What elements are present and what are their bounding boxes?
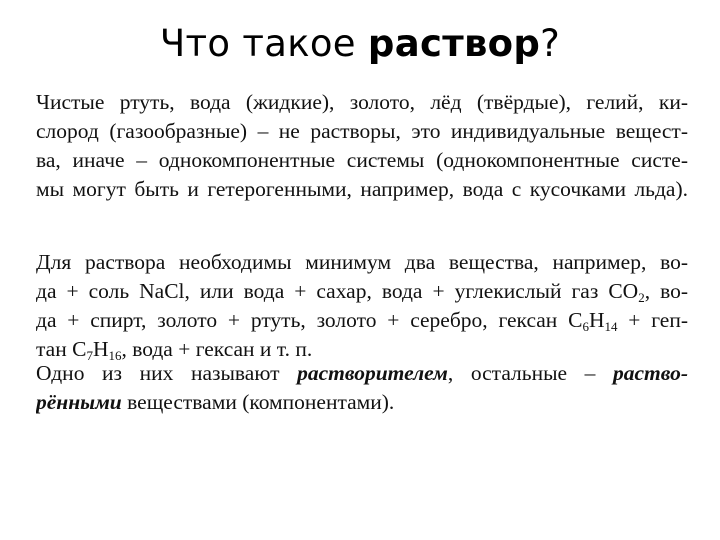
slide-title [0, 22, 720, 65]
text-line: рёнными веществами (компонентами). [36, 390, 395, 414]
title-emphasis: раствор [367, 22, 541, 65]
title-prefix: Что такое [159, 22, 368, 65]
text-line: тан $C_7H_{16}$, вода + гексан и т. п. [36, 337, 313, 363]
text-line: Чистые ртуть, вода (жидкие), золото, лёд (твёрдые), гелий, ки- [36, 90, 688, 114]
paragraph-solvent-definition [36, 359, 688, 417]
paragraph-solution-examples [36, 248, 688, 364]
term-solute-part2: рёнными [36, 390, 122, 414]
text-line: Для раствора необходимы минимум два вещества, например, во- [36, 250, 688, 274]
text-line: слород (газообразные) – не растворы, это индивидуальные вещест- [36, 119, 688, 143]
text-line: да + спирт, золото + ртуть, золото + серебро, гексан $C_6H_{14} + геп-$ [36, 308, 688, 334]
text-line: мы могут быть и гетерогенными, например, вода с кусочками льда). [36, 177, 688, 201]
term-solvent: растворителем [297, 361, 448, 385]
paragraph-pure-substances [36, 88, 688, 204]
text-line: да + соль NaCl, или вода + сахар, вода + углекислый газ $CO_2$, во- [36, 279, 688, 305]
text-line: Одно из них называют растворителем, остальные – раство- [36, 361, 688, 385]
term-solute-part1: раство- [613, 361, 688, 385]
title-suffix: ? [540, 22, 561, 65]
text-line: ва, иначе – однокомпонентные системы (однокомпонентные систе- [36, 148, 688, 172]
